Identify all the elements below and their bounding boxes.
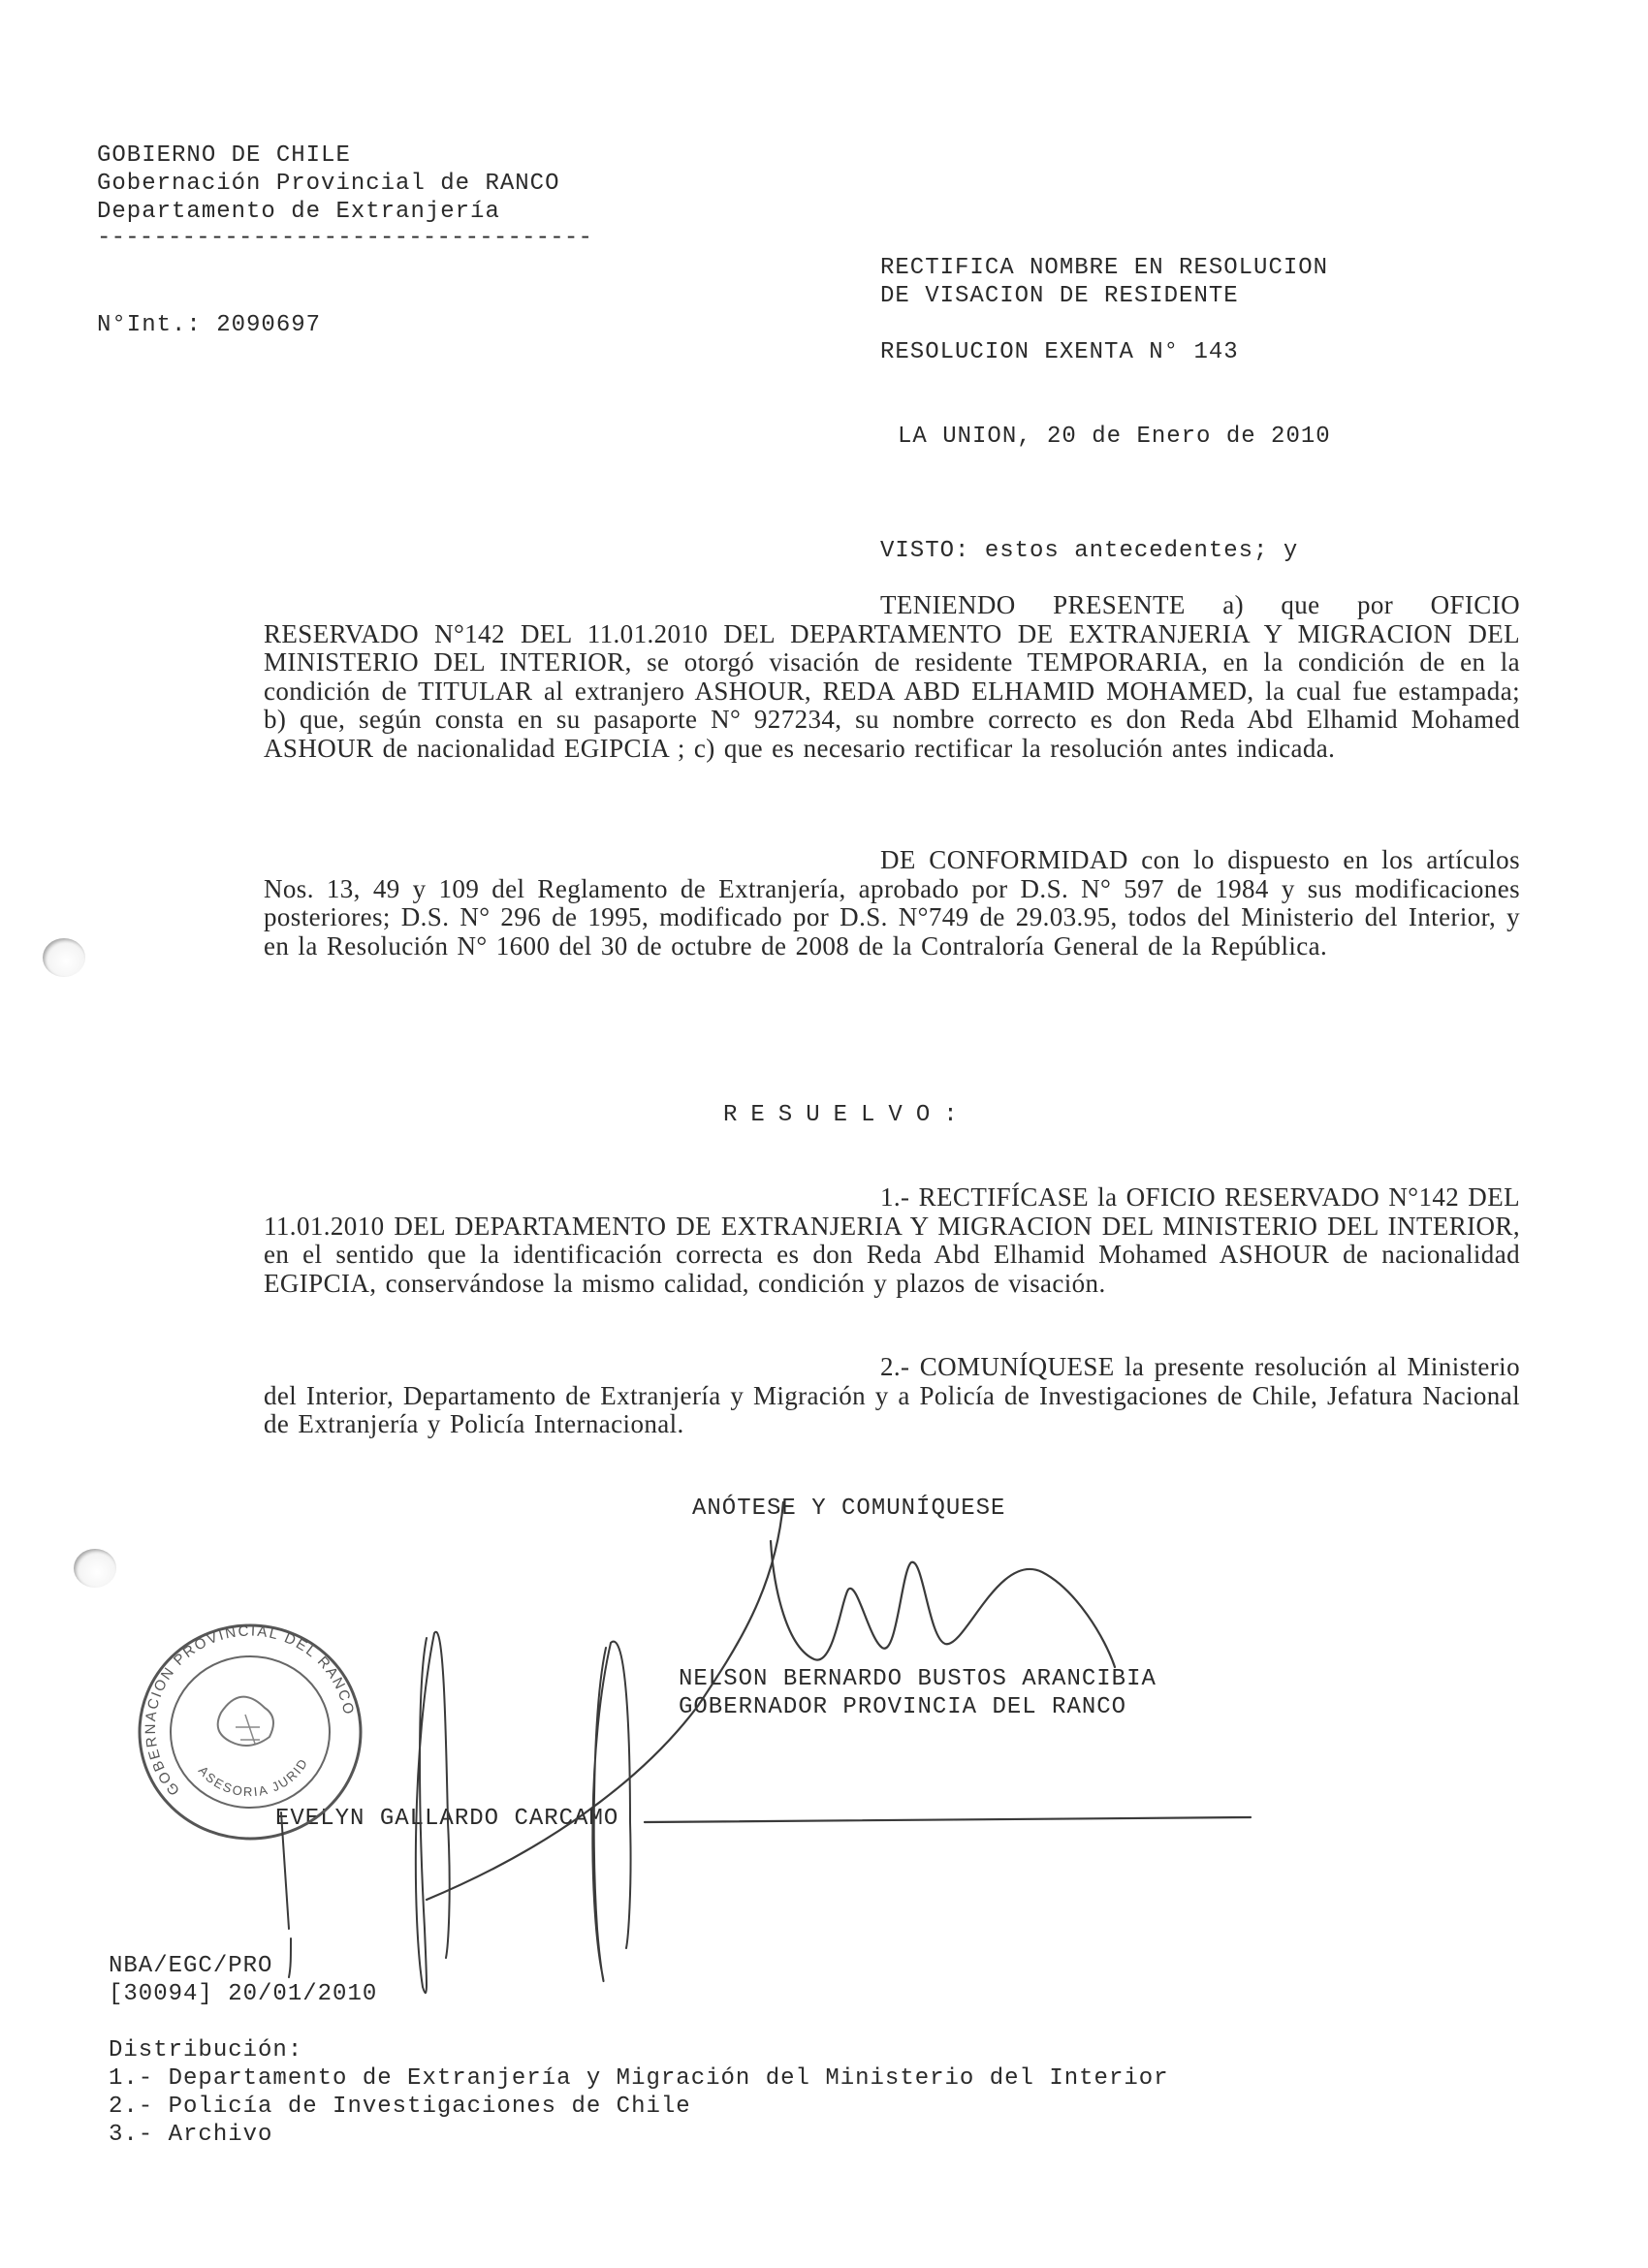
resolution-number: RESOLUCION EXENTA N° 143 (880, 339, 1239, 365)
closing-formula: ANÓTESE Y COMUNÍQUESE (692, 1496, 1006, 1522)
conformidad-body: artículos Nos. 13, 49 y 109 del Reglamento de Extranjería, aprobado por D.S. N° 597 de 1984 y sus modificaciones posteriores; D.S. N° 296 de 1995, modificado por D.S. N°749 de 29.03.95, todos del Ministerio del Interior, y en la Resolución N° 1600 del 30 de octubre de 2008 de la Contraloría General de la República. (264, 845, 1520, 961)
distribution-title: Distribución: (109, 2037, 303, 2063)
conformidad-lead: DE CONFORMIDAD con lo dispuesto en los (880, 845, 1413, 874)
governor-signature (427, 1502, 1251, 1900)
distribution-item: 3.- Archivo (109, 2122, 273, 2148)
teniendo-body: RESERVADO N°142 DEL 11.01.2010 DEL DEPARTAMENTO DE EXTRANJERIA Y MIGRACION DEL MINISTERIO DEL INTERIOR, se otorgó visación de residente TEMPORARIA, en la condición de en la condición de TITULAR al extranjero ASHOUR, REDA ABD ELHAMID MOHAMED, la cual fue estampada; b) que, según consta en su pasaporte N° 927234, su nombre correcto es don Reda Abd Elhamid Mohamed ASHOUR de nacionalidad EGIPCIA ; c) que es necesario rectificar la resolución antes indicada. (264, 618, 1520, 763)
header-gobernacion: Gobernación Provincial de RANCO (97, 171, 560, 197)
header-gobierno: GOBIERNO DE CHILE (97, 142, 351, 169)
point-1-body: N°142 DEL 11.01.2010 DEL DEPARTAMENTO DE EXTRANJERIA Y MIGRACION DEL MINISTERIO DEL INTERIOR, en el sentido que la identificación correcta es don Reda Abd Elhamid Mohamed ASHOUR de nacionalidad EGIPCIA, conservándose la mismo calidad, condición y plazos de visación. (264, 1182, 1520, 1298)
internal-number: N°Int.: 2090697 (97, 312, 322, 338)
point-2-lead: 2.- COMUNÍQUESE la presente resolución (880, 1352, 1368, 1381)
resuelvo-heading: RESUELVO: (723, 1102, 971, 1128)
point-2-body: al Ministerio del Interior, Departamento de Extranjería y Migración y a Policía de Investigaciones de Chile, Jefatura Nacional de Extranjería y Policía Internacional. (264, 1352, 1520, 1438)
punch-hole (74, 1549, 116, 1588)
distribution-item: 1.- Departamento de Extranjería y Migración del Ministerio del Interior (109, 2065, 1169, 2092)
point-1-lead: 1.- RECTIFÍCASE la OFICIO RESERVADO (880, 1182, 1380, 1212)
distribution-item: 2.- Policía de Investigaciones de Chile (109, 2094, 691, 2120)
header-rule: ----------------------------------- (97, 225, 593, 251)
visto-line: VISTO: estos antecedentes; y (880, 538, 1299, 564)
subject-line-1: RECTIFICA NOMBRE EN RESOLUCION (880, 255, 1329, 281)
header-departamento: Departamento de Extranjería (97, 199, 500, 225)
svg-text:ASESORIA JURIDICA: ASESORIA JURID (195, 1754, 311, 1800)
reference-initials: NBA/EGC/PRO (109, 1953, 273, 1979)
svg-text:GOBERNACION PROVINCIAL DEL RAN: GOBERNACION PROVINCIAL DEL RANCO (142, 1622, 358, 1799)
official-stamp (140, 1622, 361, 1839)
countersign-name: EVELYN GALLARDO CARCAMO (275, 1806, 619, 1832)
place-date: LA UNION, 20 de Enero de 2010 (898, 424, 1331, 450)
subject-line-2: DE VISACION DE RESIDENTE (880, 283, 1239, 309)
reference-code-date: [30094] 20/01/2010 (109, 1981, 378, 2007)
teniendo-lead: TENIENDO PRESENTE a) que por OFICIO (880, 590, 1520, 619)
signatory-title: GOBERNADOR PROVINCIA DEL RANCO (679, 1694, 1127, 1720)
signatory-name: NELSON BERNARDO BUSTOS ARANCIBIA (679, 1666, 1157, 1692)
punch-hole (43, 938, 85, 977)
